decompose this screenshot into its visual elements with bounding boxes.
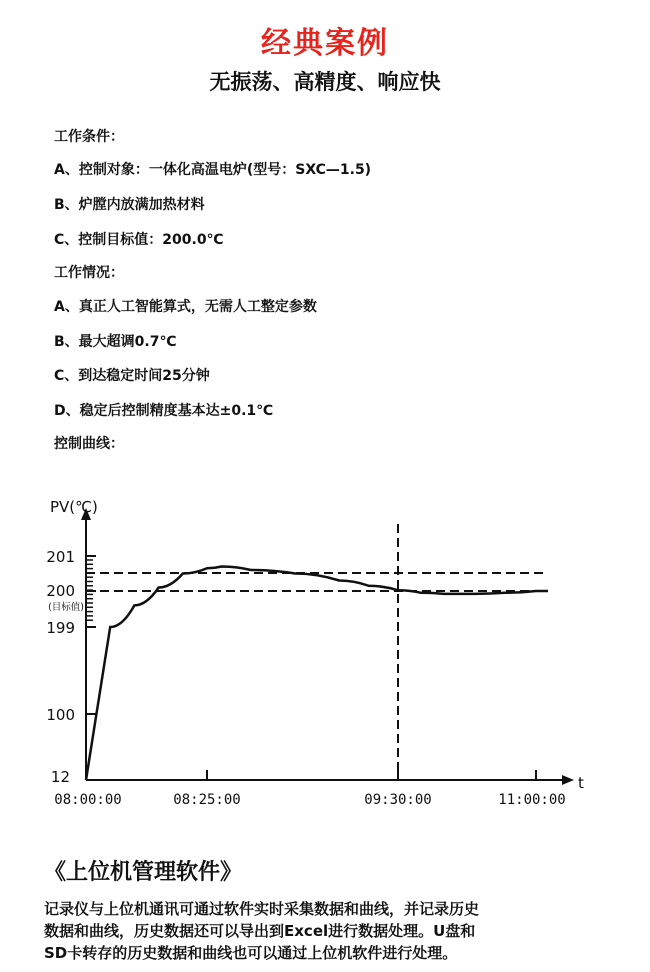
- target-value-label: (目标值): [48, 602, 84, 613]
- control-curve-chart: [0, 488, 650, 818]
- software-line: SD卡转存的历史数据和曲线也可以通过上位机软件进行处理。: [44, 944, 458, 962]
- condition-item: A、控制对象：一体化高温电炉(型号：SXC—1.5): [54, 162, 372, 178]
- y-tick-label: 100: [46, 706, 75, 724]
- x-tick-label: 09:30:00: [364, 792, 432, 808]
- pv-series-line: [86, 567, 548, 781]
- condition-item: C、控制目标值：200.0℃: [54, 232, 224, 248]
- status-item: D、稳定后控制精度基本达±0.1℃: [54, 403, 274, 419]
- condition-item: B、炉膛内放满加热材料: [54, 197, 205, 213]
- software-description: [44, 898, 614, 964]
- curve-heading: 控制曲线：: [54, 436, 124, 452]
- page-title: 经典案例: [261, 26, 389, 61]
- x-tick-label: 08:25:00: [173, 792, 241, 808]
- y-tick-label: 200: [46, 582, 75, 600]
- status-item: B、最大超调0.7℃: [54, 334, 177, 350]
- status-item: A、真正人工智能算式，无需人工整定参数: [54, 299, 317, 315]
- x-tick-label: 11:00:00: [498, 792, 566, 808]
- x-tick-label: 08:00:00: [54, 792, 122, 808]
- y-tick-label: 199: [46, 619, 75, 637]
- chart-axes: [81, 508, 574, 785]
- x-axis-arrow: [562, 775, 574, 785]
- status-item: C、到达稳定时间25分钟: [54, 368, 210, 384]
- software-line: 记录仪与上位机通讯可通过软件实时采集数据和曲线，并记录历史: [44, 900, 480, 918]
- conditions-heading: 工作条件：: [54, 129, 124, 145]
- software-line: 数据和曲线，历史数据还可以导出到Excel进行数据处理。U盘和: [44, 922, 476, 940]
- software-section-title: 《上位机管理软件》: [44, 860, 243, 885]
- y-axis-label: PV(℃): [50, 498, 98, 516]
- status-heading: 工作情况：: [54, 265, 124, 281]
- y-tick-label: 12: [50, 768, 70, 786]
- x-axis-label: t: [578, 774, 584, 792]
- y-tick-label: 201: [46, 548, 75, 566]
- page-subtitle: 无振荡、高精度、响应快: [209, 70, 441, 94]
